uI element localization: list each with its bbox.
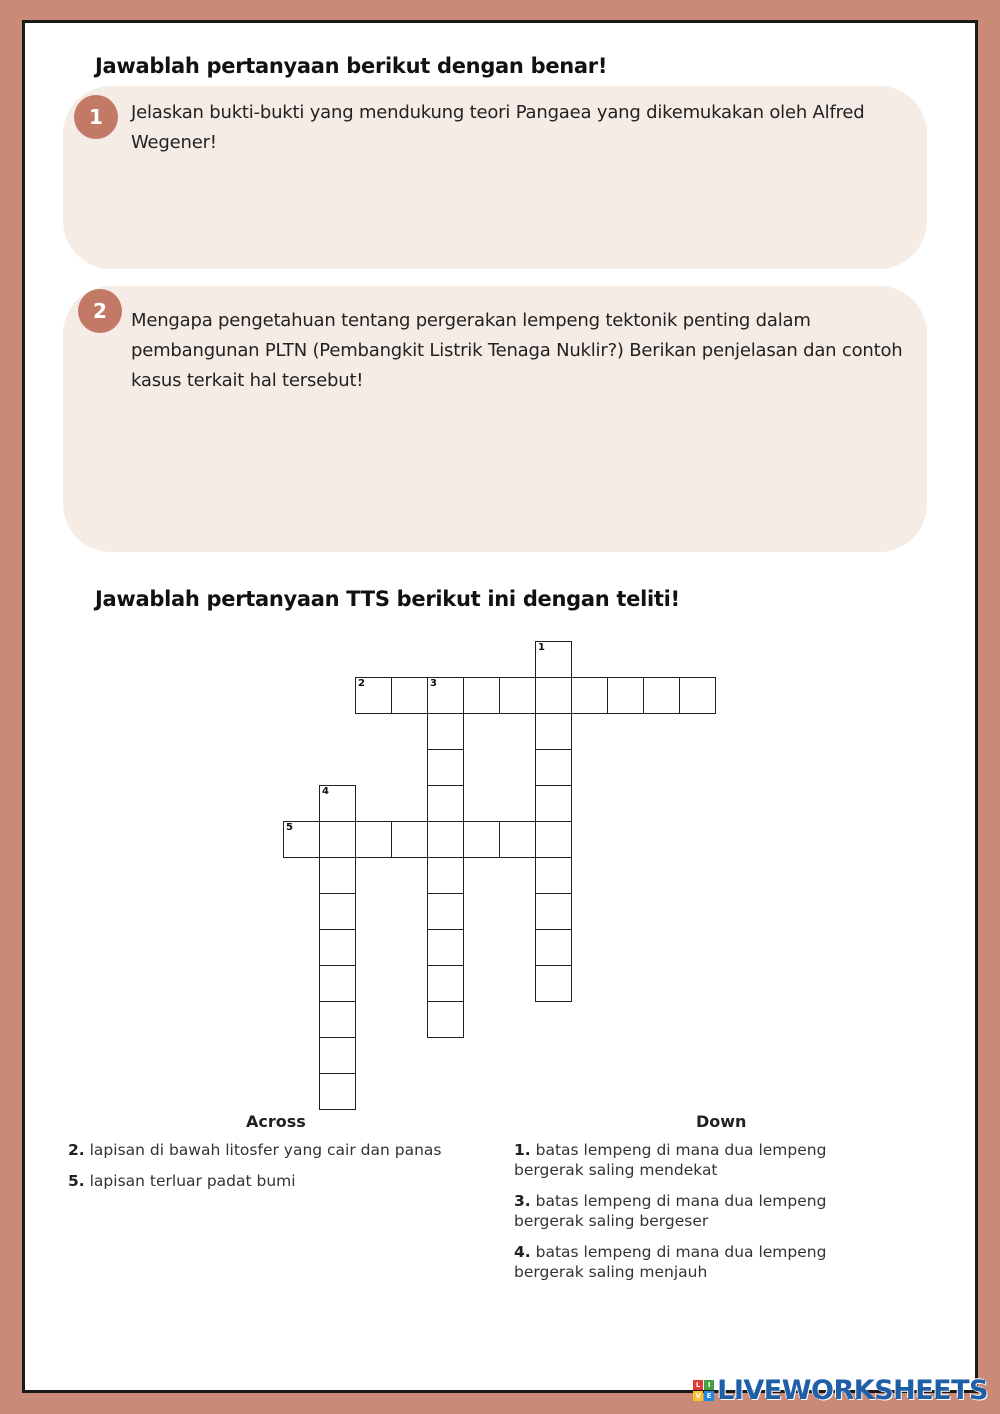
down-clue-3: 3. batas lempeng di mana dua lempeng bergerak saling bergeser — [514, 1192, 827, 1230]
crossword-cell[interactable] — [319, 965, 356, 1002]
crossword-cell[interactable] — [427, 677, 464, 714]
crossword-cell-number: 4 — [322, 786, 329, 797]
crossword-cell[interactable] — [355, 821, 392, 858]
crossword-cell[interactable] — [319, 821, 356, 858]
crossword-cell[interactable] — [463, 821, 500, 858]
crossword-cell[interactable] — [427, 929, 464, 966]
crossword-cell[interactable] — [319, 1037, 356, 1074]
crossword-cell[interactable] — [319, 929, 356, 966]
crossword-cell[interactable] — [427, 749, 464, 786]
crossword-cell[interactable] — [643, 677, 680, 714]
crossword-cell[interactable] — [427, 821, 464, 858]
down-title: Down — [696, 1112, 747, 1131]
crossword-cell[interactable] — [535, 857, 572, 894]
crossword-cell[interactable] — [283, 821, 320, 858]
crossword-cell[interactable] — [427, 965, 464, 1002]
crossword-cell[interactable] — [679, 677, 716, 714]
crossword-cell[interactable] — [535, 929, 572, 966]
crossword-cell[interactable] — [319, 1001, 356, 1038]
crossword-cell[interactable] — [535, 713, 572, 750]
across-clue-2: 2. lapisan di bawah litosfer yang cair dan panas — [68, 1141, 442, 1159]
question-2-badge: 2 — [78, 289, 122, 333]
logo-text: LIVEWORKSHEETS — [717, 1375, 988, 1406]
crossword-cell[interactable] — [535, 677, 572, 714]
question-2-text: Mengapa pengetahuan tentang pergerakan lempeng tektonik penting dalam pembangunan PLTN (Pembangkit Listrik Tenaga Nuklir?) Berikan penjelasan dan contoh kasus terkait hal tersebut! — [131, 310, 903, 391]
crossword-cell[interactable] — [463, 677, 500, 714]
crossword-cell[interactable] — [427, 785, 464, 822]
crossword-cell[interactable] — [535, 749, 572, 786]
crossword-cell[interactable] — [535, 893, 572, 930]
liveworksheets-logo — [693, 1375, 988, 1406]
crossword-cell-number: 2 — [358, 678, 365, 689]
crossword-cell[interactable] — [535, 641, 572, 678]
crossword-cell[interactable] — [571, 677, 608, 714]
crossword-cell[interactable] — [427, 857, 464, 894]
logo-blocks-icon: L I V E — [693, 1380, 714, 1401]
crossword-cell[interactable] — [319, 893, 356, 930]
across-clue-5: 5. lapisan terluar padat bumi — [68, 1172, 296, 1190]
crossword-cell[interactable] — [319, 857, 356, 894]
crossword-cell-number: 3 — [430, 678, 437, 689]
crossword-cell-number: 5 — [286, 822, 293, 833]
crossword-cell[interactable] — [535, 821, 572, 858]
question-1-text: Jelaskan bukti-bukti yang mendukung teori Pangaea yang dikemukakan oleh Alfred Wegener! — [131, 102, 865, 153]
across-title: Across — [246, 1112, 306, 1131]
crossword-cell[interactable] — [535, 785, 572, 822]
crossword-cell[interactable] — [499, 821, 536, 858]
crossword-cell[interactable] — [427, 1001, 464, 1038]
crossword-cell[interactable] — [607, 677, 644, 714]
crossword-cell[interactable] — [391, 821, 428, 858]
question-1-badge: 1 — [74, 95, 118, 139]
crossword-cell[interactable] — [427, 893, 464, 930]
crossword-cell-number: 1 — [538, 642, 545, 653]
down-clue-4: 4. batas lempeng di mana dua lempeng bergerak saling menjauh — [514, 1243, 827, 1281]
down-clue-1: 1. batas lempeng di mana dua lempeng bergerak saling mendekat — [514, 1141, 827, 1179]
crossword-cell[interactable] — [427, 713, 464, 750]
crossword-cell[interactable] — [319, 785, 356, 822]
crossword-cell[interactable] — [535, 965, 572, 1002]
crossword-cell[interactable] — [391, 677, 428, 714]
crossword-cell[interactable] — [355, 677, 392, 714]
crossword-heading: Jawablah pertanyaan TTS berikut ini dengan teliti! — [95, 587, 680, 611]
essay-heading: Jawablah pertanyaan berikut dengan benar! — [95, 54, 608, 78]
crossword-cell[interactable] — [499, 677, 536, 714]
crossword-cell[interactable] — [319, 1073, 356, 1110]
